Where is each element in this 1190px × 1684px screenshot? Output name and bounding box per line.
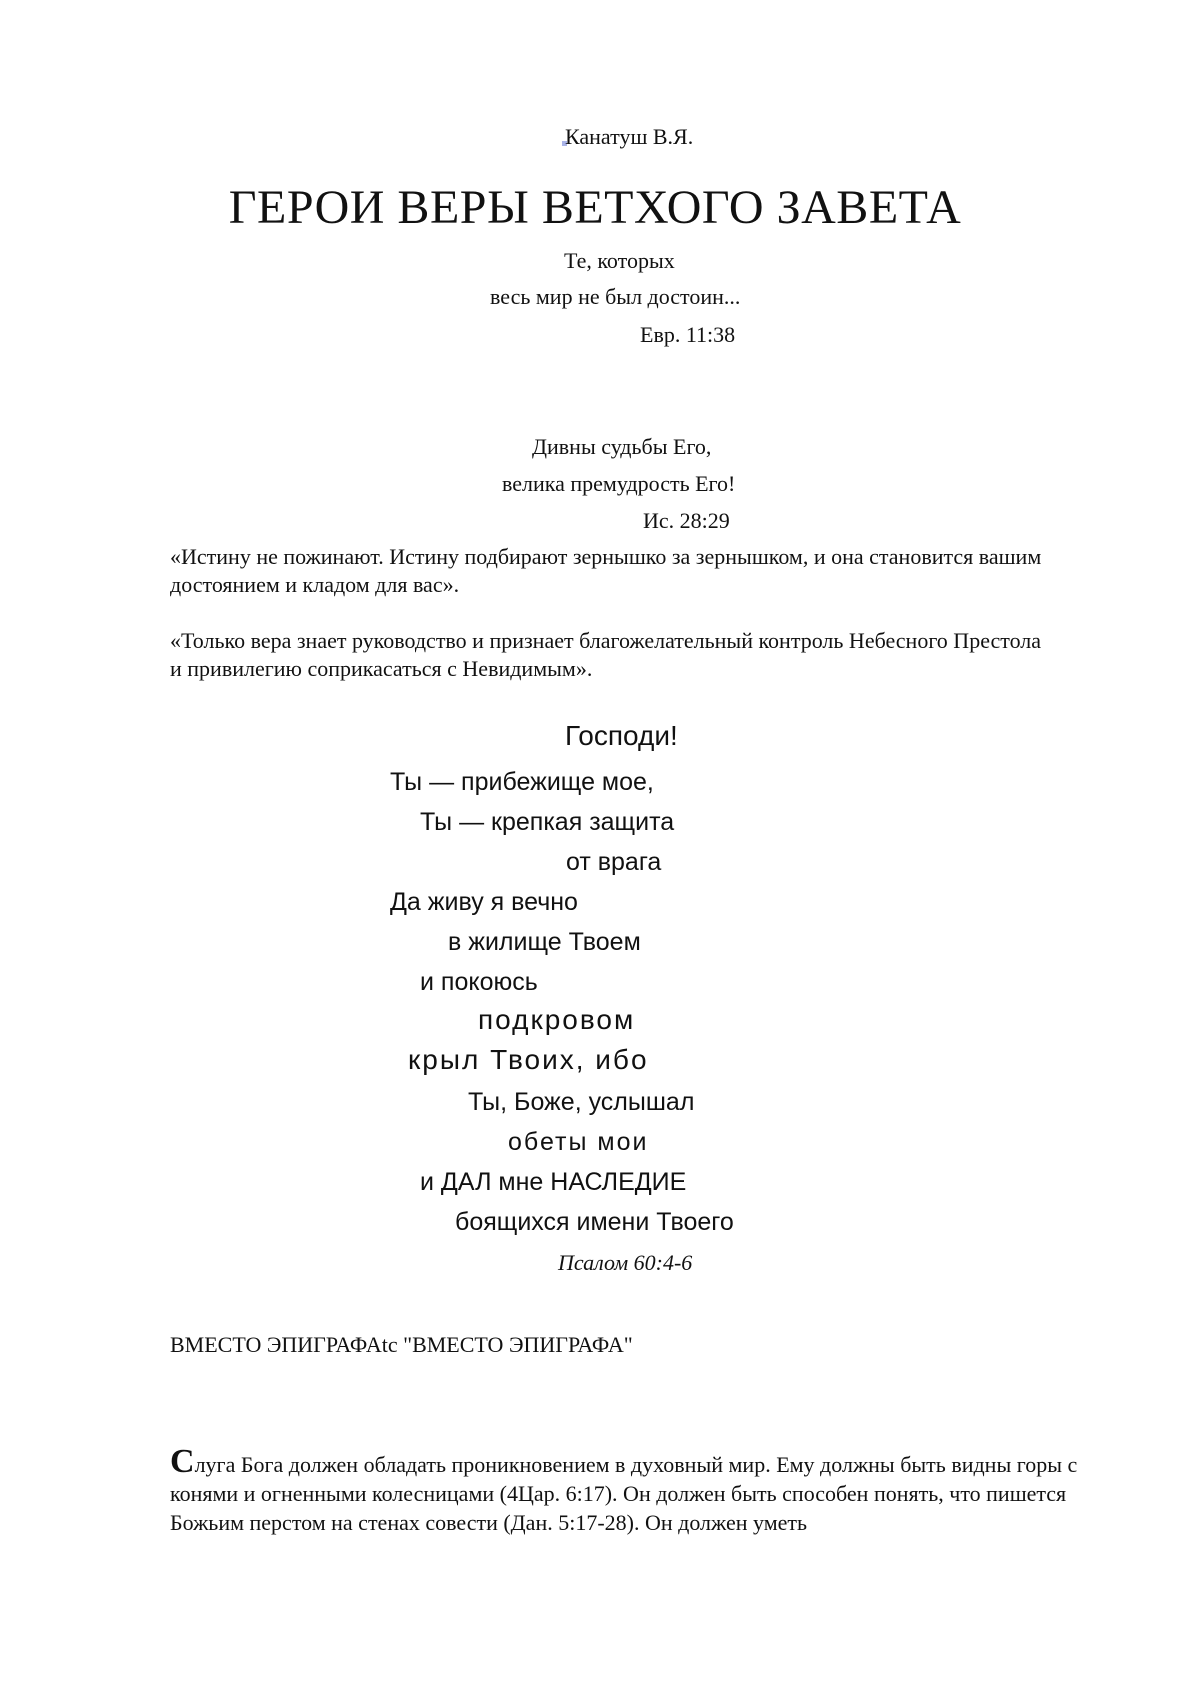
poem-line: крыл Твоих, ибо	[408, 1044, 649, 1075]
poem-line: подкровом	[478, 1004, 636, 1035]
poem-reference: Псалом 60:4-6	[558, 1250, 693, 1275]
poem-line: боящихся имени Твоего	[455, 1208, 734, 1236]
drop-cap: С	[170, 1443, 195, 1480]
poem-line: и ДАЛ мне НАСЛЕДИЕ	[420, 1168, 687, 1196]
poem-line: и покоюсь	[420, 968, 538, 996]
poem-line: обеты мои	[508, 1128, 649, 1156]
body-text: луга Бога должен обладать проникновением в духовный мир. Ему должны быть видны горы с конями и огненными колесницами (4Цар. 6:17). Он должен быть способен понять, что пишется Божьим перстом на стенах совести (Дан. 5:17-28). Он должен уметь	[170, 1452, 1078, 1535]
poem-line: в жилище Твоем	[448, 928, 641, 956]
epigraph2-ref: Ис. 28:29	[643, 508, 730, 533]
poem-heading: Господи!	[565, 720, 678, 751]
epigraph1-line2: весь мир не был достоин...	[490, 284, 741, 309]
poem-line: от врага	[566, 848, 662, 876]
poem-line: Да живу я вечно	[390, 888, 578, 916]
poem-line: Ты — крепкая защита	[420, 808, 675, 836]
quote-2: «Только вера знает руководство и признает благожелательный контроль Небесного Престола и привилегию соприкасаться с Невидимым».	[170, 628, 1042, 681]
quote-1: «Истину не пожинают. Истину подбирают зернышко за зернышком, и она становится вашим достоянием и кладом для вас».	[170, 544, 1042, 597]
epigraph2-line1: Дивны судьбы Его,	[532, 434, 712, 459]
epigraph1-ref: Евр. 11:38	[640, 322, 736, 347]
author-name: Канатуш В.Я.	[565, 124, 694, 149]
epigraph1-line1: Те, которых	[564, 248, 675, 273]
poem-line: Ты — прибежище мое,	[390, 768, 654, 796]
section-heading: ВМЕСТО ЭПИГРАФАtc "ВМЕСТО ЭПИГРАФА"	[170, 1332, 633, 1357]
document-title: ГЕРОИ ВЕРЫ ВЕТХОГО ЗАВЕТА	[228, 181, 962, 234]
body-paragraph	[170, 1443, 1095, 1537]
epigraph2-line2: велика премудрость Его!	[502, 471, 736, 496]
poem-line: Ты, Боже, услышал	[468, 1088, 695, 1116]
